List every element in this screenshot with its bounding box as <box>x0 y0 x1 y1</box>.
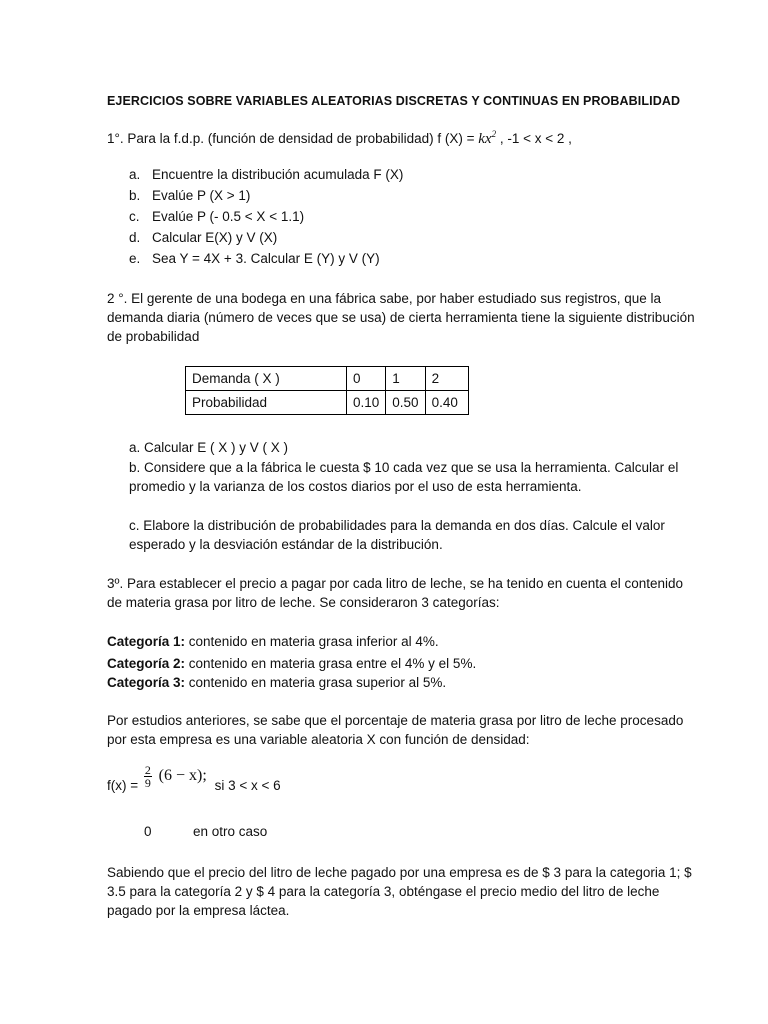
exercise-2-item-a: a. Calcular E ( X ) y V ( X ) <box>129 440 289 455</box>
table-row <box>186 367 469 391</box>
item-text: Evalúe P (X > 1) <box>152 188 251 203</box>
table-cell: 1 <box>386 367 425 391</box>
exercise-1-items <box>107 164 698 269</box>
table-cell: 0.50 <box>386 391 425 415</box>
category-2 <box>107 654 698 673</box>
table-cell: Demanda ( X ) <box>186 367 347 391</box>
item-marker: a. <box>129 167 141 182</box>
fraction <box>144 764 152 789</box>
formula-base: kx <box>478 131 492 147</box>
exercise-1-item <box>107 227 698 248</box>
category-3 <box>107 673 698 692</box>
exercise-1-domain: , -1 < x < 2 , <box>499 131 572 146</box>
item-marker: c. <box>129 209 140 224</box>
table-row <box>186 391 469 415</box>
exercise-1-item <box>107 206 698 227</box>
fx-expression: (6 − x); <box>158 767 207 785</box>
item-text: Evalúe P (- 0.5 < X < 1.1) <box>152 209 305 224</box>
fraction-numerator: 2 <box>144 763 151 777</box>
zero-value: 0 <box>144 824 152 839</box>
exercise-1-item <box>107 248 698 269</box>
fx-condition: si 3 < x < 6 <box>214 778 281 794</box>
otherwise-text: en otro caso <box>193 824 268 839</box>
category-label: Categoría 1: <box>107 634 186 649</box>
fraction-denominator: 9 <box>144 776 151 790</box>
item-text: Encuentre la distribución acumulada F (X) <box>152 167 404 182</box>
category-label: Categoría 3: <box>107 675 186 690</box>
exercise-3-question: Sabiendo que el precio del litro de leche pagado por una empresa es de $ 3 para la categoria 1; $ 3.5 para la categoría 2 y $ 4 para la categoría 3, obténgase el precio medio del litro de leche pagado por la empresa láctea. <box>107 865 692 918</box>
item-marker: b. <box>129 188 141 203</box>
category-label: Categoría 2: <box>107 656 186 671</box>
category-text: contenido en materia grasa entre el 4% y el 5%. <box>185 656 477 671</box>
exercise-1-formula <box>478 131 496 147</box>
formula-exponent: 2 <box>491 129 497 139</box>
item-marker: d. <box>129 230 141 245</box>
item-marker: e. <box>129 251 141 266</box>
demand-table <box>185 366 469 415</box>
fx-label: f(x) = <box>107 778 139 794</box>
table-cell: 0.10 <box>347 391 386 415</box>
table-cell: 0 <box>347 367 386 391</box>
exercise-2-item-b: b. Considere que a la fábrica le cuesta $ 10 cada vez que se usa la herramienta. Calcular el promedio y la varianza de los costos diarios por el uso de esta herramienta. <box>129 460 679 494</box>
category-text: contenido en materia grasa superior al 5%. <box>185 675 447 690</box>
exercise-1-intro-text: 1°. Para la f.d.p. (función de densidad de probabilidad) f (X) = <box>107 131 475 146</box>
exercise-2-item-c: c. Elabore la distribución de probabilidades para la demanda en dos días. Calcule el valor esperado y la desviación estándar de la distribución. <box>129 518 665 552</box>
category-1 <box>107 632 698 651</box>
table-cell: 0.40 <box>425 391 468 415</box>
exercise-1-intro <box>107 125 698 149</box>
density-description: Por estudios anteriores, se sabe que el porcentaje de materia grasa por litro de leche procesado por esta empresa es una variable aleatoria X con función de densidad: <box>107 713 684 747</box>
table-cell: Probabilidad <box>186 391 347 415</box>
exercise-2-intro: 2 °. El gerente de una bodega en una fábrica sabe, por haber estudiado sus registros, que la demanda diaria (número de veces que se usa) de cierta herramienta tiene la siguiente distribución de probabilidad <box>107 291 695 344</box>
density-formula <box>107 763 698 794</box>
item-text: Calcular E(X) y V (X) <box>152 230 278 245</box>
item-text: Sea Y = 4X + 3. Calcular E (Y) y V (Y) <box>152 251 380 266</box>
exercise-3-intro: 3º. Para establecer el precio a pagar por cada litro de leche, se ha tenido en cuenta el contenido de materia grasa por litro de leche. Se consideraron 3 categorías: <box>107 576 684 610</box>
exercise-1-item <box>107 164 698 185</box>
document-title: EJERCICIOS SOBRE VARIABLES ALEATORIAS DISCRETAS Y CONTINUAS EN PROBABILIDAD <box>107 94 681 108</box>
exercise-1-item <box>107 185 698 206</box>
category-text: contenido en materia grasa inferior al 4%. <box>185 634 439 649</box>
table-cell: 2 <box>425 367 468 391</box>
